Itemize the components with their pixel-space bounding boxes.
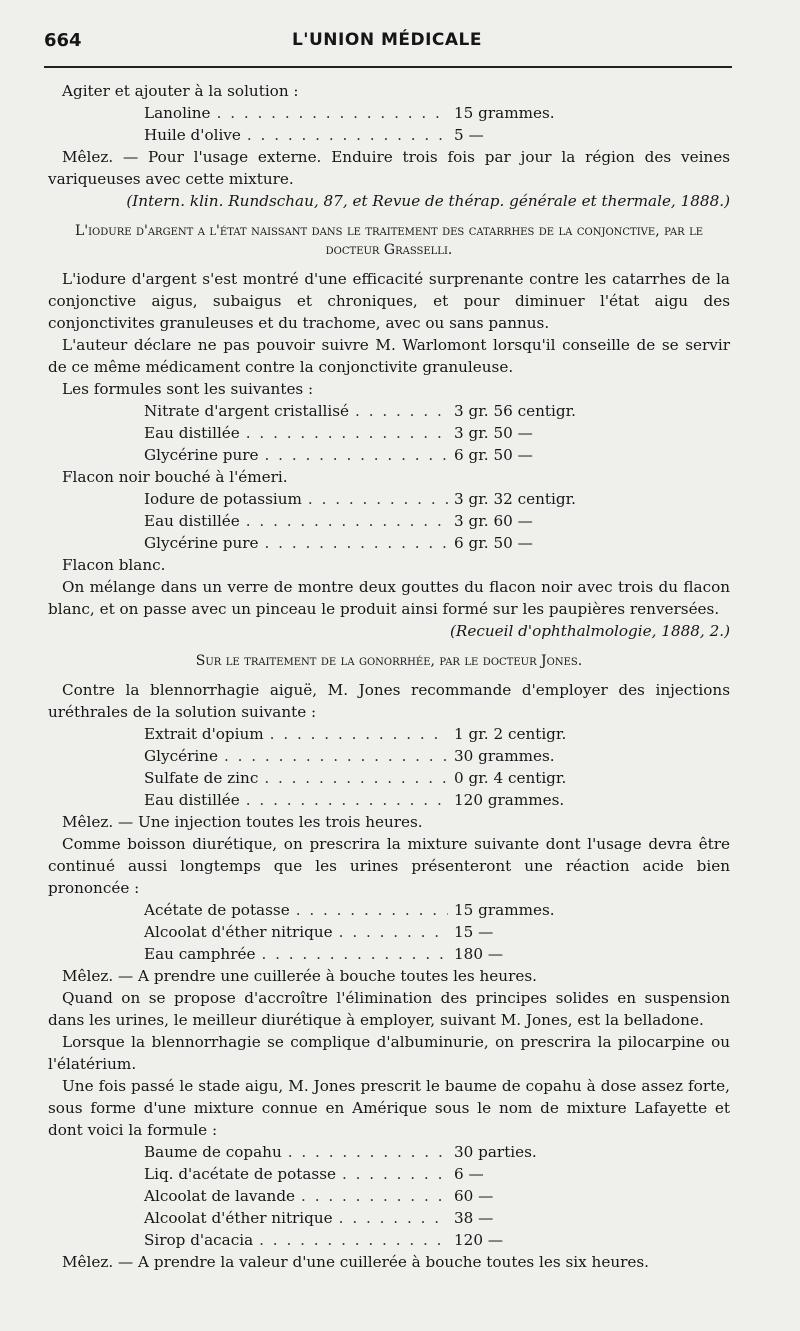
ingredient-name: Extrait d'opium xyxy=(144,725,264,743)
ingredient-name: Lanoline xyxy=(144,104,211,122)
formula-list xyxy=(144,899,614,965)
formula-list xyxy=(144,723,614,811)
ingredient-name: Liq. d'acétate de potasse xyxy=(144,1165,336,1183)
leader-dots xyxy=(296,899,448,921)
formula-row xyxy=(144,444,614,466)
ingredient-quantity: 30 grammes. xyxy=(454,747,555,765)
leader-dots xyxy=(217,102,448,124)
formula-list xyxy=(144,400,614,466)
ingredient-quantity: 3 gr. 56 centigr. xyxy=(454,402,576,420)
formula-row xyxy=(144,1141,614,1163)
leader-dots xyxy=(224,745,448,767)
paragraph: Agiter et ajouter à la solution : xyxy=(62,82,299,100)
leader-dots xyxy=(270,723,448,745)
leader-dots xyxy=(259,1229,448,1251)
formula-row xyxy=(144,789,614,811)
ingredient-name: Alcoolat de lavande xyxy=(144,1187,296,1205)
leader-dots xyxy=(265,532,448,554)
ingredient-name: Baume de copahu xyxy=(144,1143,282,1161)
formula-row xyxy=(144,723,614,745)
formula-row xyxy=(144,400,614,422)
ingredient-name: Sirop d'acacia xyxy=(144,1231,254,1249)
ingredient-name: Sulfate de zinc xyxy=(144,769,259,787)
ingredient-quantity: 15 grammes. xyxy=(454,104,555,122)
ingredient-quantity: 120 — xyxy=(454,1231,504,1249)
paragraph: Flacon blanc. xyxy=(62,556,166,574)
formula-row xyxy=(144,921,614,943)
paragraph: L'auteur déclare ne pas pouvoir suivre M. Warlomont lorsqu'il conseille de se servir de ce même médicament contre la conjonctivite granuleuse. xyxy=(48,336,730,376)
ingredient-quantity: 3 gr. 32 centigr. xyxy=(454,490,576,508)
ingredient-name: Glycérine pure xyxy=(144,534,259,552)
paragraph: On mélange dans un verre de montre deux gouttes du flacon noir avec trois du flacon blanc, et on passe avec un pinceau le produit ainsi formé sur les paupières renversées. xyxy=(48,578,730,618)
formula-row xyxy=(144,943,614,965)
page-number: 664 xyxy=(44,30,82,51)
ingredient-name: Iodure de potassium xyxy=(144,490,302,508)
leader-dots xyxy=(339,1207,448,1229)
ingredient-quantity: 6 gr. 50 — xyxy=(454,446,533,464)
ingredient-name: Nitrate d'argent cristallisé xyxy=(144,402,350,420)
ingredient-name: Eau distillée xyxy=(144,791,240,809)
ingredient-name: Eau distillée xyxy=(144,512,240,530)
formula-row xyxy=(144,745,614,767)
formula-row xyxy=(144,1229,614,1251)
article-body xyxy=(48,80,730,1273)
paragraph: Contre la blennorrhagie aiguë, M. Jones recommande d'employer des injections uréthrales de la solution suivante : xyxy=(48,681,730,721)
leader-dots xyxy=(342,1163,448,1185)
citation: (Recueil d'ophthalmologie, 1888, 2.) xyxy=(450,622,730,640)
leader-dots xyxy=(339,921,448,943)
formula-row xyxy=(144,488,614,510)
ingredient-quantity: 30 parties. xyxy=(454,1143,537,1161)
paragraph: Flacon noir bouché à l'émeri. xyxy=(62,468,288,486)
leader-dots xyxy=(355,400,448,422)
paragraph: Lorsque la blennorrhagie se complique d'albuminurie, on prescrira la pilocarpine ou l'élatérium. xyxy=(48,1033,730,1073)
paragraph: Mêlez. — A prendre une cuillerée à bouche toutes les heures. xyxy=(62,967,537,985)
ingredient-name: Glycérine pure xyxy=(144,446,259,464)
leader-dots xyxy=(246,422,448,444)
ingredient-quantity: 1 gr. 2 centigr. xyxy=(454,725,567,743)
formula-list xyxy=(144,488,614,554)
paragraph: Mêlez. — Une injection toutes les trois heures. xyxy=(62,813,423,831)
leader-dots xyxy=(246,510,448,532)
leader-dots xyxy=(264,767,448,789)
paragraph: Comme boisson diurétique, on prescrira la mixture suivante dont l'usage devra être continué aussi longtemps que les urines présenteront une réaction acide bien prononcée : xyxy=(48,835,730,897)
citation: (Intern. klin. Rundschau, 87, et Revue de thérap. générale et thermale, 1888.) xyxy=(126,192,730,210)
ingredient-name: Alcoolat d'éther nitrique xyxy=(144,1209,333,1227)
leader-dots xyxy=(246,789,448,811)
leader-dots xyxy=(265,444,448,466)
formula-row xyxy=(144,1185,614,1207)
section-title: Sur le traitement de la gonorrhée, par le docteur Jones. xyxy=(195,653,583,669)
paragraph: Mêlez. — Pour l'usage externe. Enduire trois fois par jour la région des veines variqueuses avec cette mixture. xyxy=(48,148,730,188)
formula-row xyxy=(144,899,614,921)
ingredient-name: Eau distillée xyxy=(144,424,240,442)
formula-row xyxy=(144,102,614,124)
paragraph: Une fois passé le stade aigu, M. Jones prescrit le baume de copahu à dose assez forte, sous forme d'une mixture connue en Amérique sous le nom de mixture Lafayette et dont voici la formule : xyxy=(48,1077,730,1139)
header-rule xyxy=(44,66,732,68)
ingredient-quantity: 3 gr. 60 — xyxy=(454,512,533,530)
section-title: L'iodure d'argent a l'état naissant dans le traitement des catarrhes de la conjonctive, par le docteur Grasselli. xyxy=(74,223,704,258)
journal-title: L'UNION MÉDICALE xyxy=(291,30,483,50)
formula-row xyxy=(144,1163,614,1185)
ingredient-quantity: 120 grammes. xyxy=(454,791,565,809)
ingredient-quantity: 6 — xyxy=(454,1165,484,1183)
leader-dots xyxy=(301,1185,448,1207)
paragraph: Mêlez. — A prendre la valeur d'une cuillerée à bouche toutes les six heures. xyxy=(62,1253,649,1271)
formula-row xyxy=(144,532,614,554)
formula-list xyxy=(144,102,614,146)
ingredient-quantity: 180 — xyxy=(454,945,504,963)
ingredient-quantity: 15 — xyxy=(454,923,494,941)
ingredient-quantity: 6 gr. 50 — xyxy=(454,534,533,552)
paragraph: Quand on se propose d'accroître l'élimination des principes solides en suspension dans les urines, le meilleur diurétique à employer, suivant M. Jones, est la belladone. xyxy=(48,989,730,1029)
ingredient-name: Acétate de potasse xyxy=(144,901,290,919)
formula-row xyxy=(144,124,614,146)
ingredient-name: Alcoolat d'éther nitrique xyxy=(144,923,333,941)
ingredient-name: Huile d'olive xyxy=(144,126,241,144)
paragraph: L'iodure d'argent s'est montré d'une efficacité surprenante contre les catarrhes de la conjonctive aigus, subaigus et chroniques, et pour diminuer l'état aigu des conjonctivites granuleuses et du trachome, avec ou sans pannus. xyxy=(48,270,730,332)
ingredient-name: Eau camphrée xyxy=(144,945,256,963)
ingredient-quantity: 15 grammes. xyxy=(454,901,555,919)
formula-row xyxy=(144,510,614,532)
leader-dots xyxy=(288,1141,448,1163)
formula-row xyxy=(144,422,614,444)
leader-dots xyxy=(308,488,448,510)
paragraph: Les formules sont les suivantes : xyxy=(62,380,314,398)
leader-dots xyxy=(261,943,448,965)
leader-dots xyxy=(247,124,448,146)
ingredient-quantity: 0 gr. 4 centigr. xyxy=(454,769,567,787)
ingredient-quantity: 60 — xyxy=(454,1187,494,1205)
ingredient-quantity: 5 — xyxy=(454,126,484,144)
ingredient-quantity: 3 gr. 50 — xyxy=(454,424,533,442)
formula-list xyxy=(144,1141,614,1251)
ingredient-quantity: 38 — xyxy=(454,1209,494,1227)
formula-row xyxy=(144,767,614,789)
page-header xyxy=(44,30,730,60)
formula-row xyxy=(144,1207,614,1229)
ingredient-name: Glycérine xyxy=(144,747,218,765)
